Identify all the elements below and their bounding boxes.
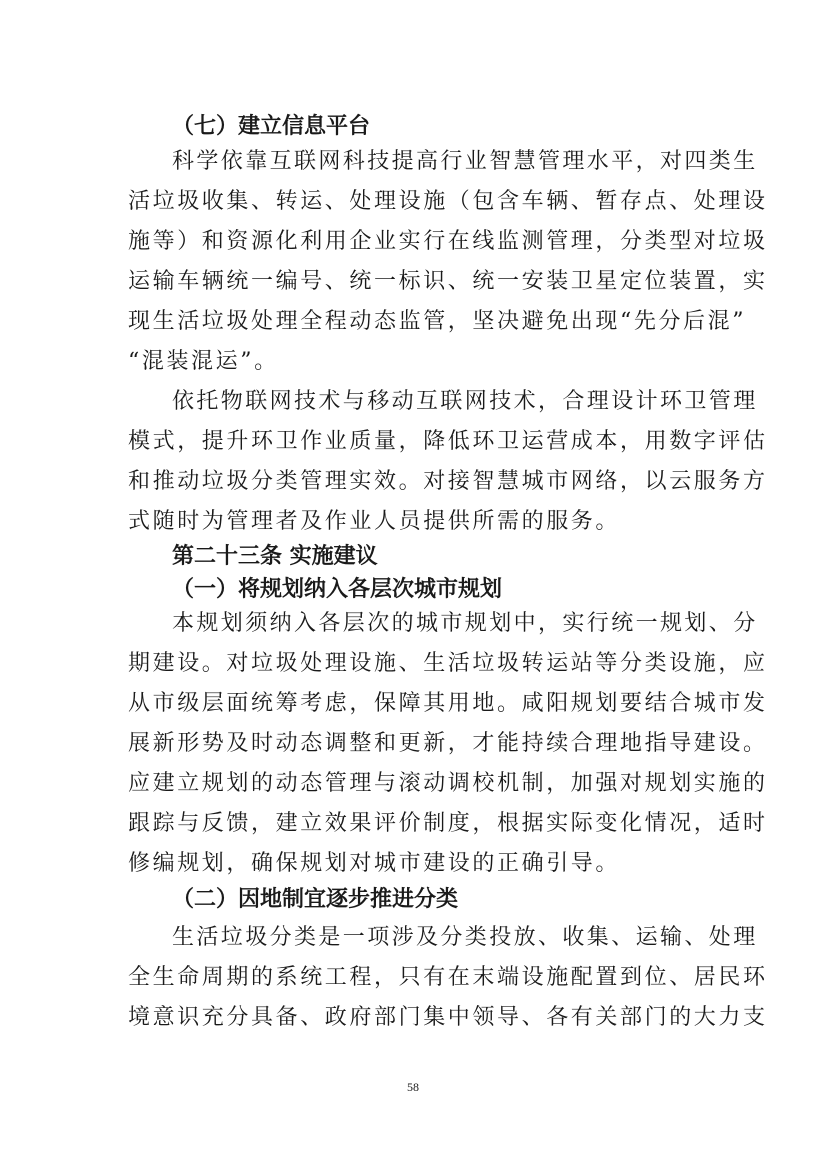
paragraph-line (0, 422, 826, 462)
subsection-heading-gradual-classification (0, 880, 826, 920)
paragraph-line (0, 804, 826, 844)
text-line: 应建立规划的动态管理与滚动调校机制，加强对规划实施的 (128, 771, 768, 796)
paragraph-line (0, 302, 826, 342)
text-line: 模式，提升环卫作业质量，降低环卫运营成本，用数字评估 (128, 429, 768, 454)
paragraph-line (0, 182, 826, 222)
text-line: 展新形势及时动态调整和更新，才能持续合理地指导建设。 (128, 731, 768, 756)
text-line: 期建设。对垃圾处理设施、生活垃圾转运站等分类设施，应 (128, 651, 768, 676)
heading-text: 第二十三条 实施建议 (172, 544, 378, 569)
text-line: 境意识充分具备、政府部门集中领导、各有关部门的大力支 (128, 1005, 768, 1030)
paragraph-line (0, 502, 826, 542)
text-line: 从市级层面统筹考虑，保障其用地。咸阳规划要结合城市发 (128, 691, 768, 716)
paragraph-line (0, 684, 826, 724)
paragraph-line (0, 998, 826, 1038)
paragraph-line (0, 262, 826, 302)
section-heading-build-info-platform (0, 107, 826, 147)
paragraph-line (0, 958, 826, 998)
text-line: “混装混运”。 (128, 349, 279, 374)
paragraph-line (0, 604, 826, 644)
heading-text: （七）建立信息平台 (172, 114, 371, 139)
page-number: 58 (407, 1080, 419, 1094)
text-line: 生活垃圾分类是一项涉及分类投放、收集、运输、处理 (172, 925, 758, 950)
paragraph-line (0, 918, 826, 958)
paragraph-line (0, 644, 826, 684)
text-line: 运输车辆统一编号、统一标识、统一安装卫星定位装置，实 (128, 269, 768, 294)
text-line: 依托物联网技术与移动互联网技术，合理设计环卫管理 (172, 389, 758, 414)
paragraph-line (0, 724, 826, 764)
heading-text: （二）因地制宜逐步推进分类 (172, 887, 459, 912)
text-line: 活垃圾收集、转运、处理设施（包含车辆、暂存点、处理设 (128, 189, 768, 214)
text-line: 本规划须纳入各层次的城市规划中，实行统一规划、分 (172, 611, 758, 636)
text-line: 科学依靠互联网科技提高行业智慧管理水平，对四类生 (172, 149, 758, 174)
paragraph-line (0, 342, 826, 382)
text-line: 全生命周期的系统工程，只有在末端设施配置到位、居民环 (128, 965, 768, 990)
paragraph-line (0, 382, 826, 422)
paragraph-line (0, 142, 826, 182)
paragraph-line (0, 222, 826, 262)
text-line: 和推动垃圾分类管理实效。对接智慧城市网络，以云服务方 (128, 469, 768, 494)
text-line: 式随时为管理者及作业人员提供所需的服务。 (128, 509, 621, 534)
paragraph-line (0, 844, 826, 884)
text-line: 现生活垃圾处理全程动态监管，坚决避免出现“先分后混” (128, 309, 747, 334)
text-line: 修编规划，确保规划对城市建设的正确引导。 (128, 851, 621, 876)
heading-text: （一）将规划纳入各层次城市规划 (172, 577, 503, 602)
text-line: 跟踪与反馈，建立效果评价制度，根据实际变化情况，适时 (128, 811, 768, 836)
text-line: 施等）和资源化利用企业实行在线监测管理，分类型对垃圾 (128, 229, 768, 254)
paragraph-line (0, 764, 826, 804)
paragraph-line (0, 462, 826, 502)
